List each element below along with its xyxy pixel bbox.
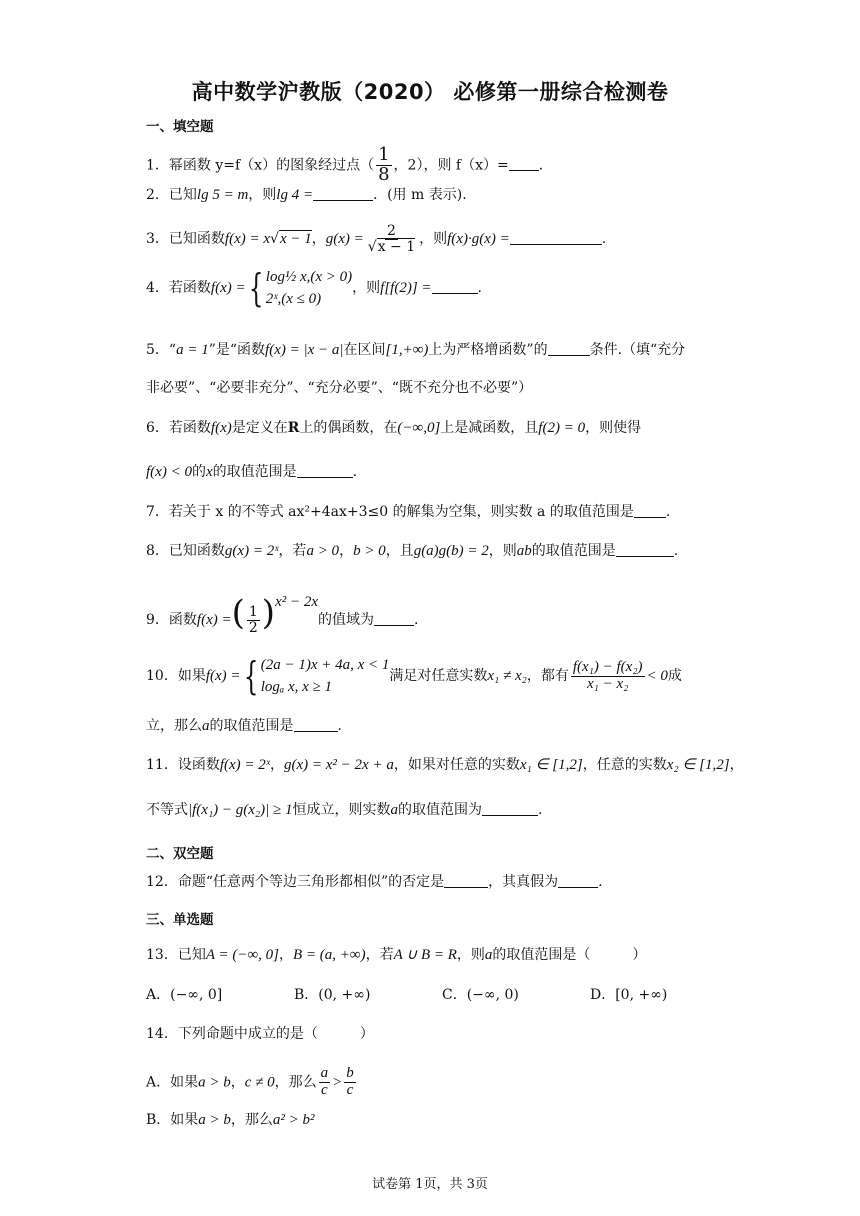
option-a[interactable]: A．如果a > b，c ≠ 0，那么 $\frac{a}{c}$ > $\frac{b}{c}$ xyxy=(146,1065,354,1098)
question-11: 11．设函数f(x) = 2ˣ，g(x) = x² − 2x + a，如果对任意的实数x₁ ∈ [1,2]，任意的实数x₂ ∈ [1,2]， xyxy=(146,757,744,773)
question-12: 12．命题“任意两个等边三角形都相似”的否定是 ，其真假为 . xyxy=(146,874,603,890)
question-2: 2．已知lg 5 = m，则lg 4 = ．(用 m 表示). xyxy=(146,187,467,203)
question-5: 5．“a = 1”是“函数f(x) = |x − a|在区间[1,+∞)上为严格增函数”的 条件.（填“充分 xyxy=(146,342,686,358)
page-title: 高中数学沪教版（2020） 必修第一册综合检测卷 xyxy=(191,80,669,104)
answer-blank[interactable] xyxy=(510,230,602,245)
fraction: $\frac{1}{2}$ xyxy=(248,603,258,636)
question-4: 4．若函数f(x) = { log½ x,(x > 0) 2ˣ,(x ≤ 0) ，则f[f(2)] = . xyxy=(146,266,482,310)
section-heading-double-blank: 二、双空题 xyxy=(146,846,214,862)
question-14: 14．下列命题中成立的是（ ） xyxy=(146,1026,374,1042)
answer-blank[interactable] xyxy=(294,717,338,732)
question-10-cont: 立，那么a的取值范围是 . xyxy=(146,718,342,734)
answer-blank[interactable] xyxy=(558,873,598,888)
page-footer: 试卷第 1页，共 3页 xyxy=(372,1177,488,1192)
question-3: 3．已知函数f(x) = x√x − 1，g(x) = $\frac{2}{√x - 1}$ ，则f(x)·g(x) = . xyxy=(146,223,607,255)
fraction: $\frac{a}{c}$ xyxy=(320,1065,329,1098)
option-c[interactable]: C．(−∞, 0) xyxy=(442,987,519,1003)
question-11-cont: 不等式|f(x₁) − g(x₂)| ≥ 1恒成立，则实数a的取值范围为 . xyxy=(146,802,543,818)
answer-blank[interactable] xyxy=(509,156,539,171)
answer-blank[interactable] xyxy=(313,186,373,201)
answer-blank[interactable] xyxy=(634,503,666,518)
fraction: $\frac{1}{8}$ xyxy=(378,144,390,185)
question-5-cont: 非必要”、“必要非充分”、“充分必要”、“既不充分也不必要”） xyxy=(146,380,533,396)
question-13: 13．已知A = (−∞, 0]，B = (a, +∞)，若A ∪ B = R，则a的取值范围是（ ） xyxy=(146,947,647,963)
question-6-cont: f(x) < 0的x的取值范围是 . xyxy=(146,464,358,480)
answer-blank[interactable] xyxy=(444,873,488,888)
question-8: 8．已知函数g(x) = 2ˣ，若a > 0，b > 0，且g(a)g(b) = 2，则ab的取值范围是 . xyxy=(146,543,679,559)
question-6: 6．若函数f(x)是定义在R上的偶函数，在(−∞,0]上是减函数，且f(2) = 0，则使得 xyxy=(146,420,642,436)
section-heading-single-choice: 三、单选题 xyxy=(146,912,214,928)
option-b[interactable]: B．如果a > b，那么a² > b² xyxy=(146,1112,315,1128)
answer-blank[interactable] xyxy=(616,542,674,557)
option-a[interactable]: A．(−∞, 0] xyxy=(146,987,223,1003)
question-7: 7．若关于 x 的不等式 ax²+4ax+3≤0 的解集为空集，则实数 a 的取值范围是 . xyxy=(146,504,671,520)
fraction: $\frac{b}{c}$ xyxy=(346,1065,354,1098)
answer-blank[interactable] xyxy=(374,611,414,626)
answer-blank[interactable] xyxy=(432,279,478,294)
question-9: 9．函数f(x) =( $\frac{1}{2}$ )$^{x^2 - 2x}$的值域为 . xyxy=(146,593,419,636)
section-heading-fill-blank: 一、填空题 xyxy=(146,119,214,135)
fraction: $\frac{2}{√x - 1}$ xyxy=(367,223,416,255)
question-1: 1．幂函数 y=f（x）的图象经过点（ $\frac{1}{8}$ ，2），则 f（x）= . xyxy=(146,144,544,185)
option-d[interactable]: D．[0, +∞) xyxy=(590,987,668,1003)
answer-blank[interactable] xyxy=(482,801,538,816)
answer-blank[interactable] xyxy=(548,341,590,356)
question-13-options xyxy=(146,985,738,1005)
question-10: 10．如果f(x) = { (2a − 1)x + 4a, x < 1 logₐ x, x ≥ 1 满足对任意实数x₁ ≠ x₂，都有 $\frac{\text{f(x₁) − f(x₂)}}{\text{x₁ − x₂}}$ < 0成 xyxy=(146,654,682,698)
fraction: $\frac{\text{f(x₁) − f(x₂)}}{\text{x₁ − x₂}}$ xyxy=(572,658,643,692)
option-b[interactable]: B．(0, +∞) xyxy=(294,987,371,1003)
answer-blank[interactable] xyxy=(297,463,353,478)
